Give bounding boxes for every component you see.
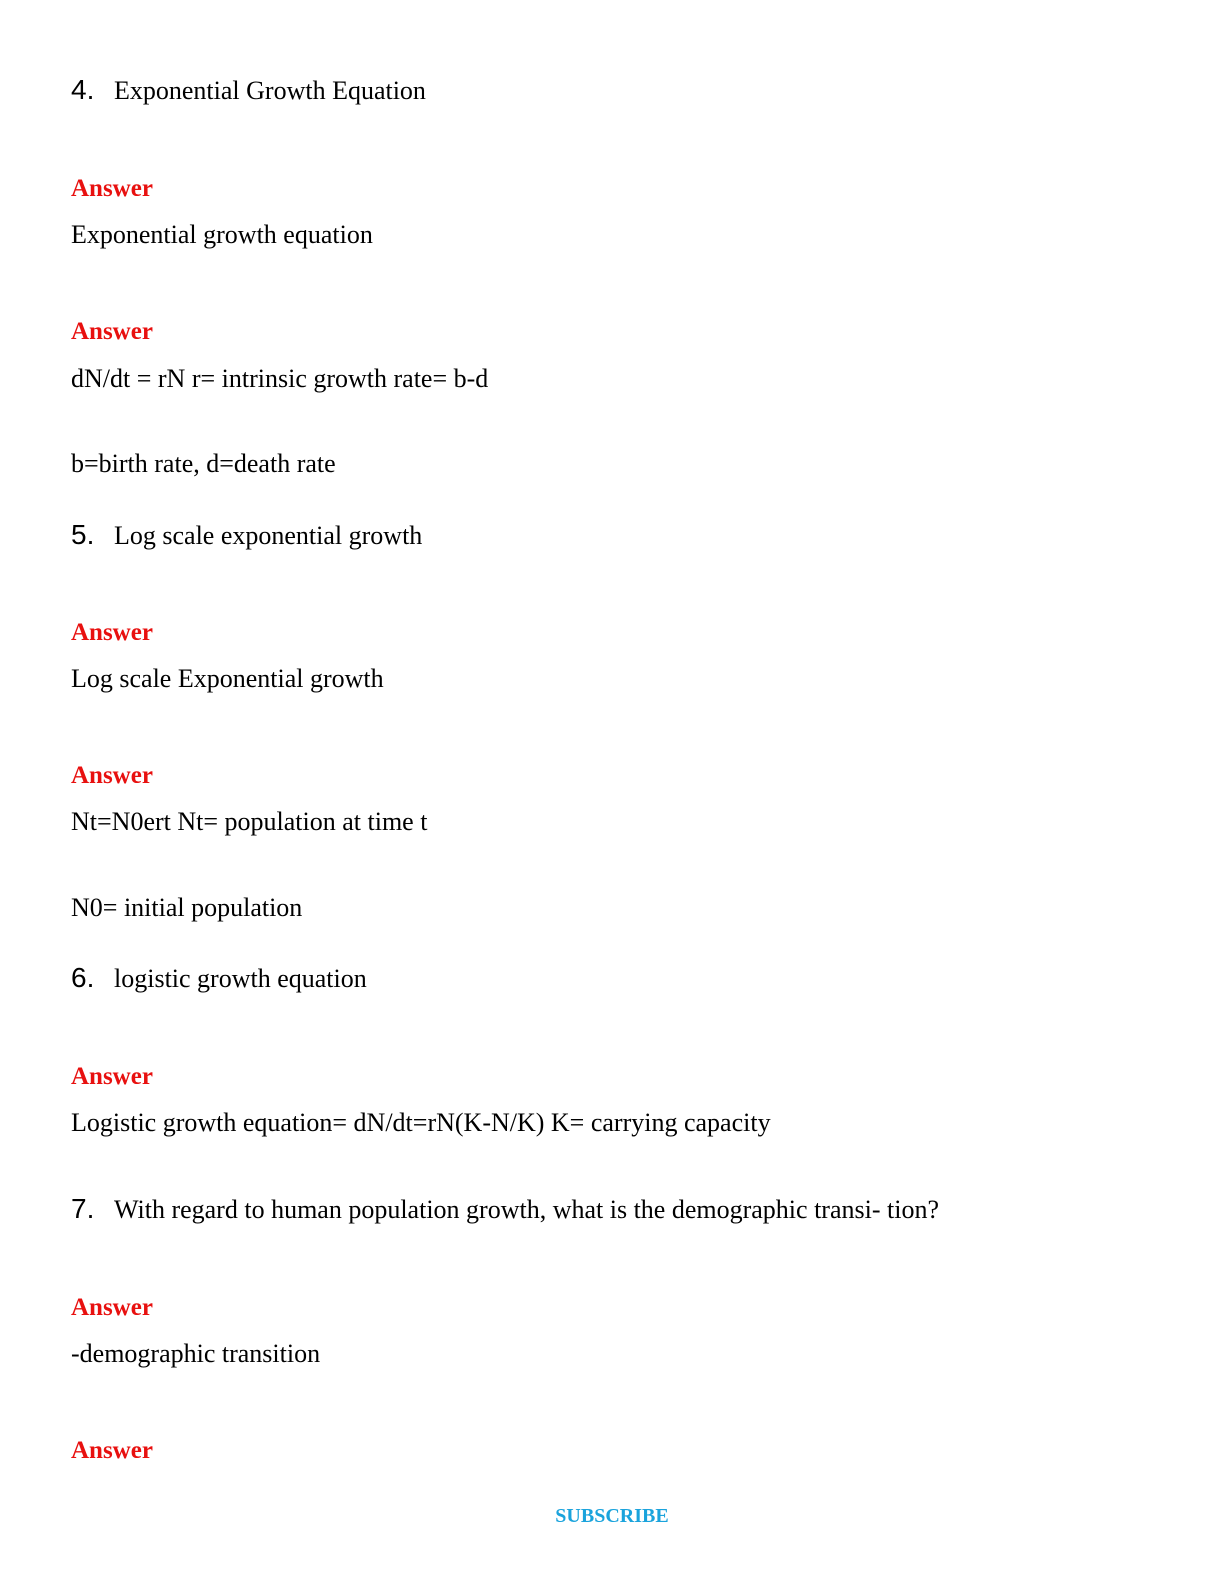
answer-label: Answer — [71, 1437, 153, 1464]
answer-text: Exponential growth equation — [71, 220, 373, 249]
question-6-number: 6. — [71, 962, 95, 993]
answer-text: dN/dt = rN r= intrinsic growth rate= b-d — [71, 364, 489, 393]
answer-text: b=birth rate, d=death rate — [71, 449, 336, 478]
answer-label: Answer — [71, 762, 153, 789]
answer-label: Answer — [71, 318, 153, 345]
question-4-number: 4. — [71, 74, 95, 105]
question-6-title: logistic growth equation — [114, 964, 367, 993]
question-4-title: Exponential Growth Equation — [114, 76, 426, 105]
answer-label: Answer — [71, 175, 153, 202]
answer-text: -demographic transition — [71, 1339, 321, 1368]
question-5-title: Log scale exponential growth — [114, 521, 423, 550]
subscribe-link[interactable]: SUBSCRIBE — [555, 1505, 669, 1527]
answer-text: N0= initial population — [71, 893, 303, 922]
answer-label: Answer — [71, 1294, 153, 1321]
question-7-number: 7. — [71, 1193, 95, 1224]
answer-label: Answer — [71, 1063, 153, 1090]
question-7-title: With regard to human population growth, what is the demographic transi- tion? — [114, 1195, 939, 1224]
answer-label: Answer — [71, 619, 153, 646]
answer-text: Log scale Exponential growth — [71, 664, 384, 693]
question-5-number: 5. — [71, 519, 95, 550]
answer-text: Logistic growth equation= dN/dt=rN(K-N/K) K= carrying capacity — [71, 1108, 771, 1137]
answer-text: Nt=N0ert Nt= population at time t — [71, 807, 428, 836]
